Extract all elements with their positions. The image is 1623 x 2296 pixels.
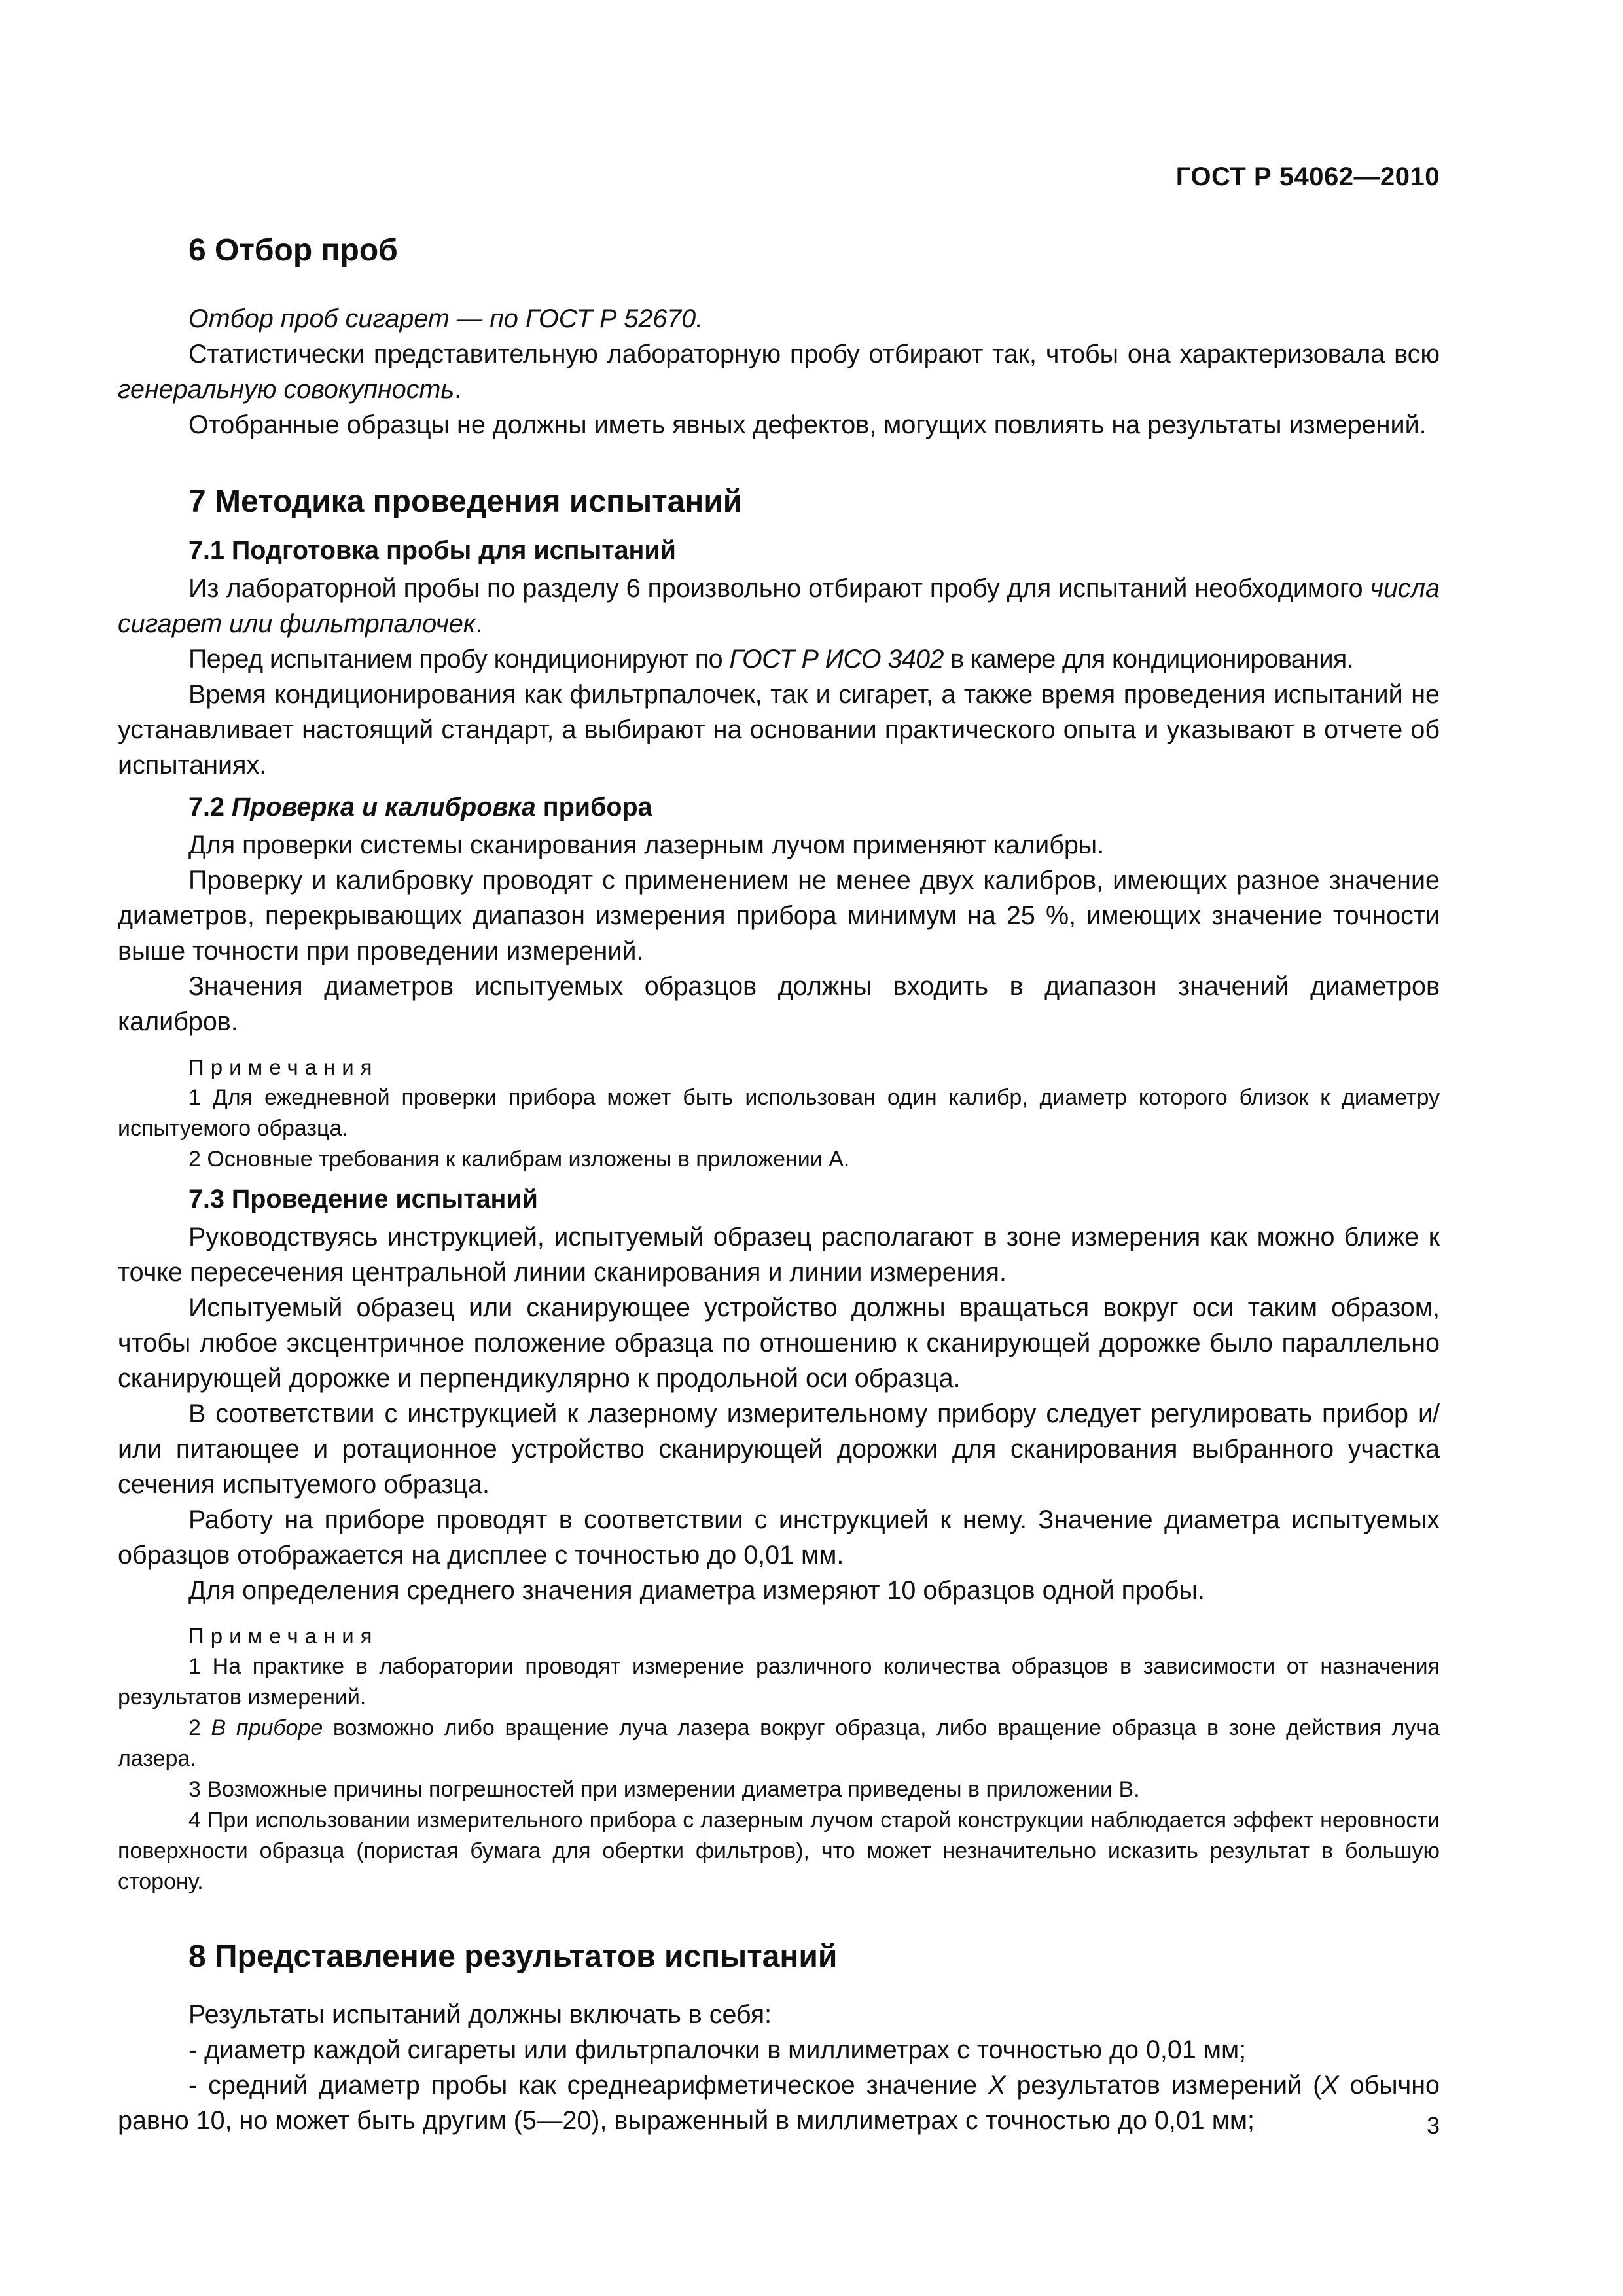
- text-run-italic: X: [1321, 2071, 1339, 2100]
- sec73-note-2: [118, 1713, 1440, 1774]
- sec6-paragraph-2: [118, 336, 1440, 407]
- section-8-heading: 8 Представление результатов испытаний: [188, 1939, 838, 1974]
- text-run-italic: ГОСТ Р ИСО 3402: [729, 645, 944, 673]
- text-run: возможно либо вращение луча лазера вокруг образца, либо вращение образца в зоне действия луча лазера.: [118, 1715, 1440, 1771]
- subsection-7-3-heading: 7.3 Проведение испытаний: [188, 1185, 538, 1213]
- sec73-notes-title: Примечания: [188, 1624, 379, 1648]
- page-number: 3: [1426, 2112, 1440, 2139]
- sec8-list-item-1: - диаметр каждой сигареты или фильтрпалочки в миллиметрах с точностью до 0,01 мм;: [188, 2036, 1247, 2064]
- sec73-paragraph-3: В соответствии с инструкцией к лазерному измерительному прибору следует регулировать прибор и/или питающее и ротационное устройство сканирующей дорожки для сканирования выбранного участка сечения испытуемого образца.: [118, 1399, 1440, 1499]
- text-run: .: [454, 375, 462, 404]
- sec71-paragraph-3: Время кондиционирования как фильтрпалочек, так и сигарет, а также время проведения испытаний не устанавливает настоящий стандарт, а выбирают на основании практического опыта и указывают в отчете об испытаниях.: [118, 680, 1440, 780]
- sec8-paragraph-1: Результаты испытаний должны включать в себя:: [188, 2000, 772, 2029]
- text-run-italic: генеральную совокупность: [118, 375, 455, 404]
- page-content: [118, 229, 1440, 2138]
- sec6-p1-italic: Отбор проб сигарет — по ГОСТ Р 52670.: [188, 304, 704, 333]
- text-run-italic: X: [988, 2071, 1006, 2100]
- text-run: результатов измерений (: [1005, 2071, 1322, 2100]
- sec73-paragraph-4: Работу на приборе проводят в соответствии с инструкцией к нему. Значение диаметра испытуемых образцов отображается на дисплее с точностью до 0,01 мм.: [118, 1505, 1440, 1570]
- document-code: ГОСТ Р 54062—2010: [1175, 162, 1440, 191]
- sec8-list-item-2: [118, 2068, 1440, 2138]
- text-run: - средний диаметр пробы как среднеарифметическое значение: [188, 2071, 989, 2100]
- sec73-note-4: 4 При использовании измерительного прибора с лазерным лучом старой конструкции наблюдается эффект неровности поверхности образца (пористая бумага для обертки фильтров), что может незначительно исказить результат в большую сторону.: [118, 1808, 1440, 1894]
- sec71-paragraph-1: [118, 571, 1440, 641]
- sec73-paragraph-2: Испытуемый образец или сканирующее устройство должны вращаться вокруг оси таким образом, чтобы любое эксцентричное положение образца по отношению к сканирующей дорожке было параллельно сканирующей дорожке и перпендикулярно к продольной оси образца.: [118, 1293, 1440, 1393]
- sec72-paragraph-2: Проверку и калибровку проводят с применением не менее двух калибров, имеющих разное значение диаметров, перекрывающих диапазон измерения прибора минимум на 25 %, имеющих значение точности выше точности при проведении измерений.: [118, 866, 1440, 965]
- text-run-italic: Проверка и калибровка: [231, 793, 536, 821]
- text-run: в камере для кондиционирования.: [943, 645, 1354, 673]
- text-run: Перед испытанием пробу кондиционируют по: [188, 645, 730, 673]
- sec73-note-3: 3 Возможные причины погрешностей при измерении диаметра приведены в приложении В.: [188, 1777, 1140, 1802]
- section-6-heading: 6 Отбор проб: [188, 233, 398, 268]
- text-run: Из лабораторной пробы по разделу 6 произвольно отбирают пробу для испытаний необходимого: [188, 574, 1370, 603]
- sec72-notes-title: Примечания: [188, 1055, 379, 1079]
- text-run: прибора: [535, 793, 652, 821]
- sec71-paragraph-2: [118, 641, 1440, 677]
- text-run: Статистически представительную лабораторную пробу отбирают так, чтобы она характеризовала всю: [188, 340, 1440, 368]
- text-run: обычно равно 10, но может быть другим (5—20), выраженный в миллиметрах с точностью до 0,01 мм;: [118, 2071, 1440, 2135]
- sec6-paragraph-1: [118, 301, 1440, 336]
- subsection-7-1-heading: 7.1 Подготовка пробы для испытаний: [188, 536, 676, 565]
- sec72-paragraph-1: Для проверки системы сканирования лазерным лучом применяют калибры.: [188, 831, 1105, 859]
- sec73-note-1: 1 На практике в лаборатории проводят измерение различного количества образцов в зависимости от назначения результатов измерений.: [118, 1654, 1440, 1710]
- text-run: 7.2: [188, 793, 232, 821]
- sec6-paragraph-3: Отобранные образцы не должны иметь явных дефектов, могущих повлиять на результаты измерений.: [188, 410, 1427, 439]
- text-run: 2: [188, 1715, 211, 1740]
- text-run: .: [475, 609, 483, 638]
- subsection-7-2-heading: [118, 789, 1440, 825]
- sec72-note-2: 2 Основные требования к калибрам изложены в приложении А.: [188, 1147, 850, 1172]
- sec73-paragraph-1: Руководствуясь инструкцией, испытуемый образец располагают в зоне измерения как можно ближе к точке пересечения центральной линии сканирования и линии измерения.: [118, 1223, 1440, 1287]
- text-run-italic: числа сигарет или фильтрпалочек: [118, 574, 1440, 638]
- section-7-heading: 7 Методика проведения испытаний: [188, 484, 743, 519]
- sec72-paragraph-3: Значения диаметров испытуемых образцов должны входить в диапазон значений диаметров калибров.: [118, 972, 1440, 1036]
- sec72-note-1: 1 Для ежедневной проверки прибора может быть использован один калибр, диаметр которого близок к диаметру испытуемого образца.: [118, 1085, 1440, 1141]
- text-run-italic: В приборе: [211, 1715, 323, 1740]
- sec73-paragraph-5: Для определения среднего значения диаметра измеряют 10 образцов одной пробы.: [188, 1576, 1205, 1605]
